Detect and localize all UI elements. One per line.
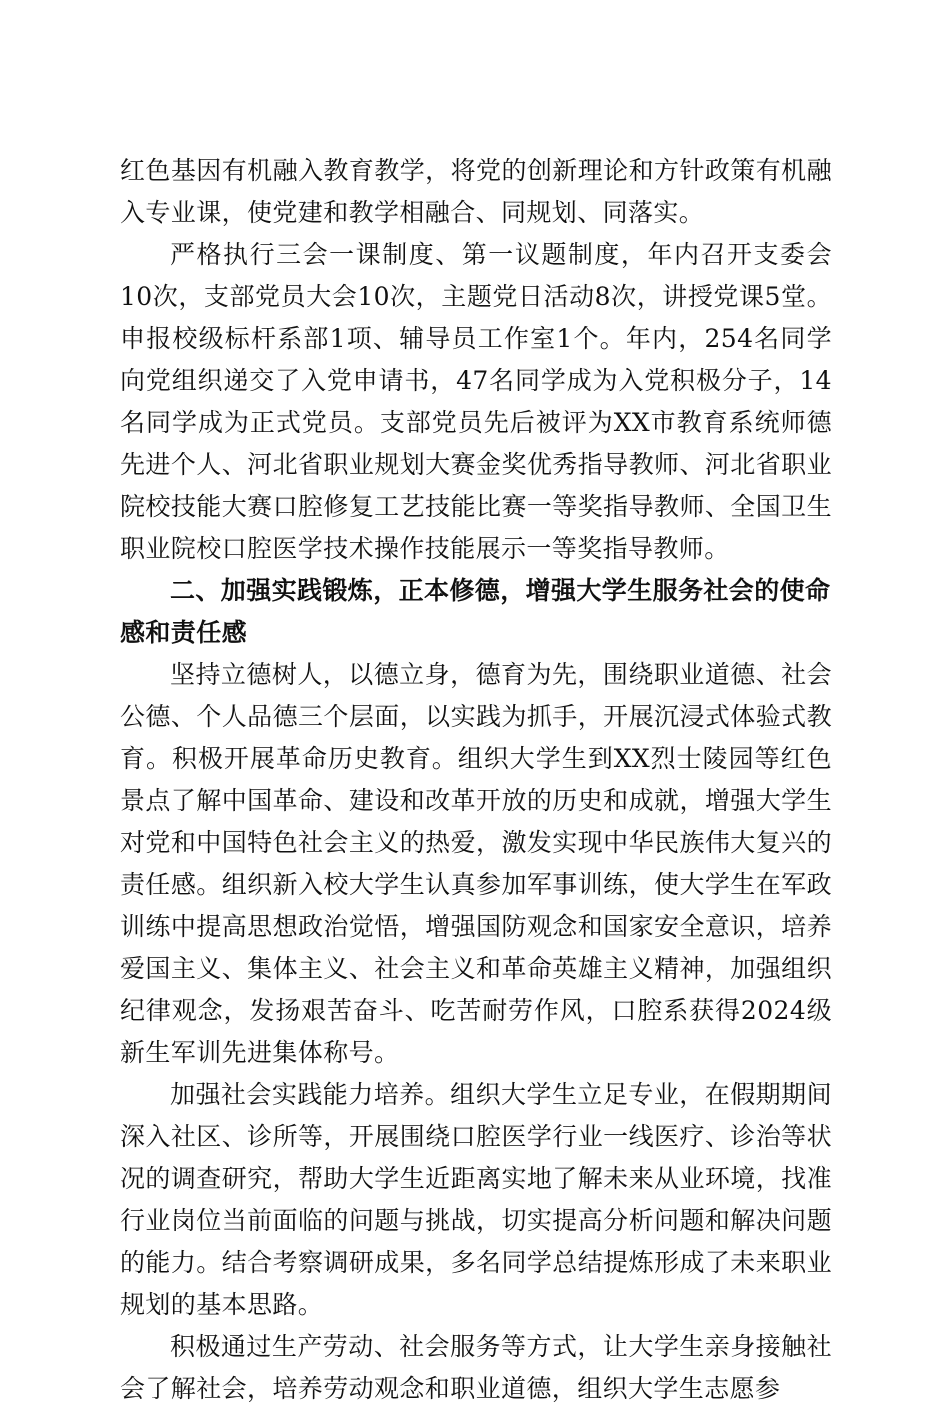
paragraph-party-meetings: 严格执行三会一课制度、第一议题制度，年内召开支委会10次，支部党员大会10次，主题党日活动8次，讲授党课5堂。申报校级标杆系部1项、辅导员工作室1个。年内，254名同学向党组织递交了入党申请书，47名同学成为入党积极分子，14名同学成为正式党员。支部党员先后被评为XX市教育系统师德先进个人、河北省职业规划大赛金奖优秀指导教师、河北省职业院校技能大赛口腔修复工艺技能比赛一等奖指导教师、全国卫生职业院校口腔医学技术操作技能展示一等奖指导教师。 — [120, 240, 832, 563]
paragraph-moral-education: 坚持立德树人，以德立身，德育为先，围绕职业道德、社会公德、个人品德三个层面，以实践为抓手，开展沉浸式体验式教育。积极开展革命历史教育。组织大学生到XX烈士陵园等红色景点了解中国革命、建设和改革开放的历史和成就，增强大学生对党和中国特色社会主义的热爱，激发实现中华民族伟大复兴的责任感。组织新入校大学生认真参加军事训练，使大学生在军政训练中提高思想政治觉悟，增强国防观念和国家安全意识，培养爱国主义、集体主义、社会主义和革命英雄主义精神，加强组织纪律观念，发扬艰苦奋斗、吃苦耐劳作风，口腔系获得2024级新生军训先进集体称号。 — [120, 660, 832, 1067]
paragraph-continuation: 红色基因有机融入教育教学，将党的创新理论和方针政策有机融入专业课，使党建和教学相融合、同规划、同落实。 — [120, 156, 832, 227]
document-body — [120, 150, 832, 1410]
paragraph-labor-service: 积极通过生产劳动、社会服务等方式，让大学生亲身接触社会了解社会，培养劳动观念和职业道德，组织大学生志愿参 — [120, 1332, 832, 1403]
section-heading-2: 二、加强实践锻炼，正本修德，增强大学生服务社会的使命感和责任感 — [120, 576, 831, 647]
paragraph-social-practice: 加强社会实践能力培养。组织大学生立足专业，在假期期间深入社区、诊所等，开展围绕口腔医学行业一线医疗、诊治等状况的调查研究，帮助大学生近距离实地了解未来从业环境，找准行业岗位当前面临的问题与挑战，切实提高分析问题和解决问题的能力。结合考察调研成果，多名同学总结提炼形成了未来职业规划的基本思路。 — [120, 1080, 832, 1319]
